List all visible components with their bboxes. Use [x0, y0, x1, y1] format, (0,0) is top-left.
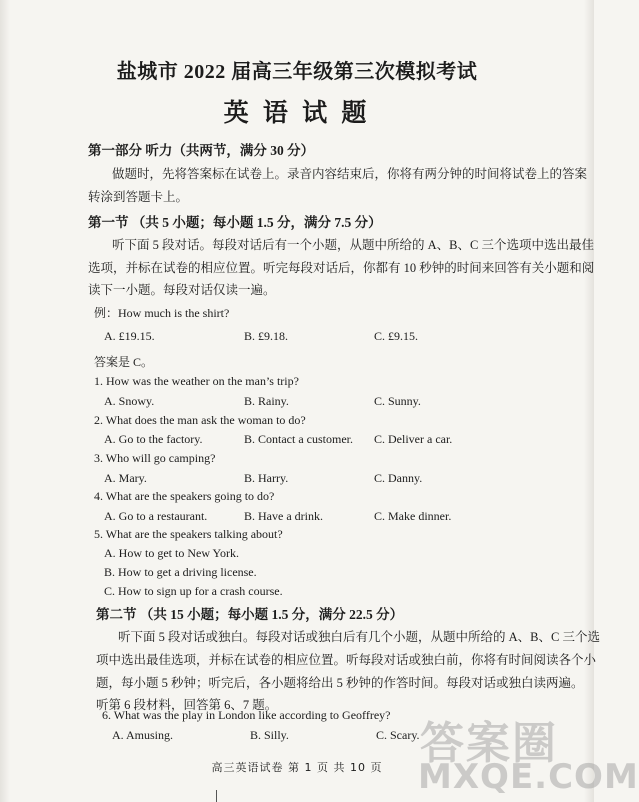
- section1-instruction-line1: 听下面 5 段对话。每段对话后有一个小题，从题中所给的 A、B、C 三个选项中选出最佳: [112, 238, 594, 252]
- q1-option-b: B. Rainy.: [244, 394, 289, 408]
- question-4: 4. What are the speakers going to do?: [94, 489, 275, 503]
- question-1: 1. How was the weather on the man’s trip?: [94, 374, 299, 388]
- part1-heading: 第一部分 听力（共两节，满分 30 分）: [88, 143, 315, 158]
- q1-option-c: C. Sunny.: [374, 394, 421, 408]
- q3-option-c: C. Danny.: [374, 471, 423, 485]
- q4-option-a: A. Go to a restaurant.: [104, 509, 208, 523]
- q6-option-b: B. Silly.: [250, 728, 289, 742]
- q4-option-c: C. Make dinner.: [374, 509, 452, 523]
- section2-instruction-line2: 项中选出最佳选项，并标在试卷的相应位置。听每段对话或独白前，你将有时间阅读各个小: [96, 653, 597, 667]
- section1-heading: 第一节 （共 5 小题；每小题 1.5 分，满分 7.5 分）: [88, 215, 382, 230]
- q2-option-b: B. Contact a customer.: [244, 432, 353, 446]
- watermark-line1: 答案圈: [420, 718, 558, 769]
- question-6: 6. What was the play in London like according to Geoffrey?: [102, 708, 391, 722]
- exam-subtitle: 英 语 试 题: [223, 100, 371, 127]
- section1-instruction-line3: 读下一小题。每段对话仅读一遍。: [88, 283, 276, 297]
- page-footer: 高三英语试卷 第 1 页 共 10 页: [211, 761, 383, 774]
- example-option-a: A. £19.15.: [104, 329, 155, 343]
- section2-material-note: 听第 6 段材料，回答第 6、7 题。: [96, 698, 278, 712]
- section2-instruction-line1: 听下面 5 段对话或独白。每段对话或独白后有几个小题，从题中所给的 A、B、C 三个选: [118, 630, 600, 644]
- part1-instruction-line2: 转涂到答题卡上。: [88, 190, 189, 204]
- q2-option-c: C. Deliver a car.: [374, 432, 453, 446]
- section1-instruction-line2: 选项，并标在试卷的相应位置。听完每段对话后，你都有 10 秒钟的时间来回答有关小题和阅: [88, 261, 595, 275]
- section2-instruction-line3: 题，每小题 5 秒钟；听完后，各小题将给出 5 秒钟的作答时间。每段对话或独白读两遍。: [96, 676, 584, 690]
- q6-option-c: C. Scary.: [376, 728, 420, 742]
- watermark-logo: [412, 705, 639, 801]
- q3-option-b: B. Harry.: [244, 471, 289, 485]
- q2-option-a: A. Go to the factory.: [104, 432, 203, 446]
- example-question: 例：How much is the shirt?: [94, 306, 230, 320]
- part1-instruction-line1: 做题时，先将答案标在试卷上。录音内容结束后，你将有两分钟的时间将试卷上的答案: [112, 167, 588, 181]
- question-3: 3. Who will go camping?: [94, 451, 216, 465]
- q5-option-b: B. How to get a driving license.: [104, 565, 257, 579]
- example-option-b: B. £9.18.: [244, 329, 289, 343]
- question-5: 5. What are the speakers talking about?: [94, 527, 283, 541]
- q5-option-a: A. How to get to New York.: [104, 546, 239, 560]
- example-answer: 答案是 C。: [94, 355, 154, 369]
- q4-option-b: B. Have a drink.: [244, 509, 323, 523]
- binding-mark: [216, 790, 217, 802]
- q1-option-a: A. Snowy.: [104, 394, 155, 408]
- question-2: 2. What does the man ask the woman to do?: [94, 413, 306, 427]
- q6-option-a: A. Amusing.: [112, 728, 174, 742]
- watermark-line2: MXQE.COM: [418, 757, 639, 797]
- q3-option-a: A. Mary.: [104, 471, 147, 485]
- exam-title: 盐城市 2022 届高三年级第三次模拟考试: [116, 61, 478, 83]
- section2-heading: 第二节 （共 15 小题；每小题 1.5 分，满分 22.5 分）: [96, 607, 404, 622]
- example-option-c: C. £9.15.: [374, 329, 419, 343]
- q5-option-c: C. How to sign up for a crash course.: [104, 584, 283, 598]
